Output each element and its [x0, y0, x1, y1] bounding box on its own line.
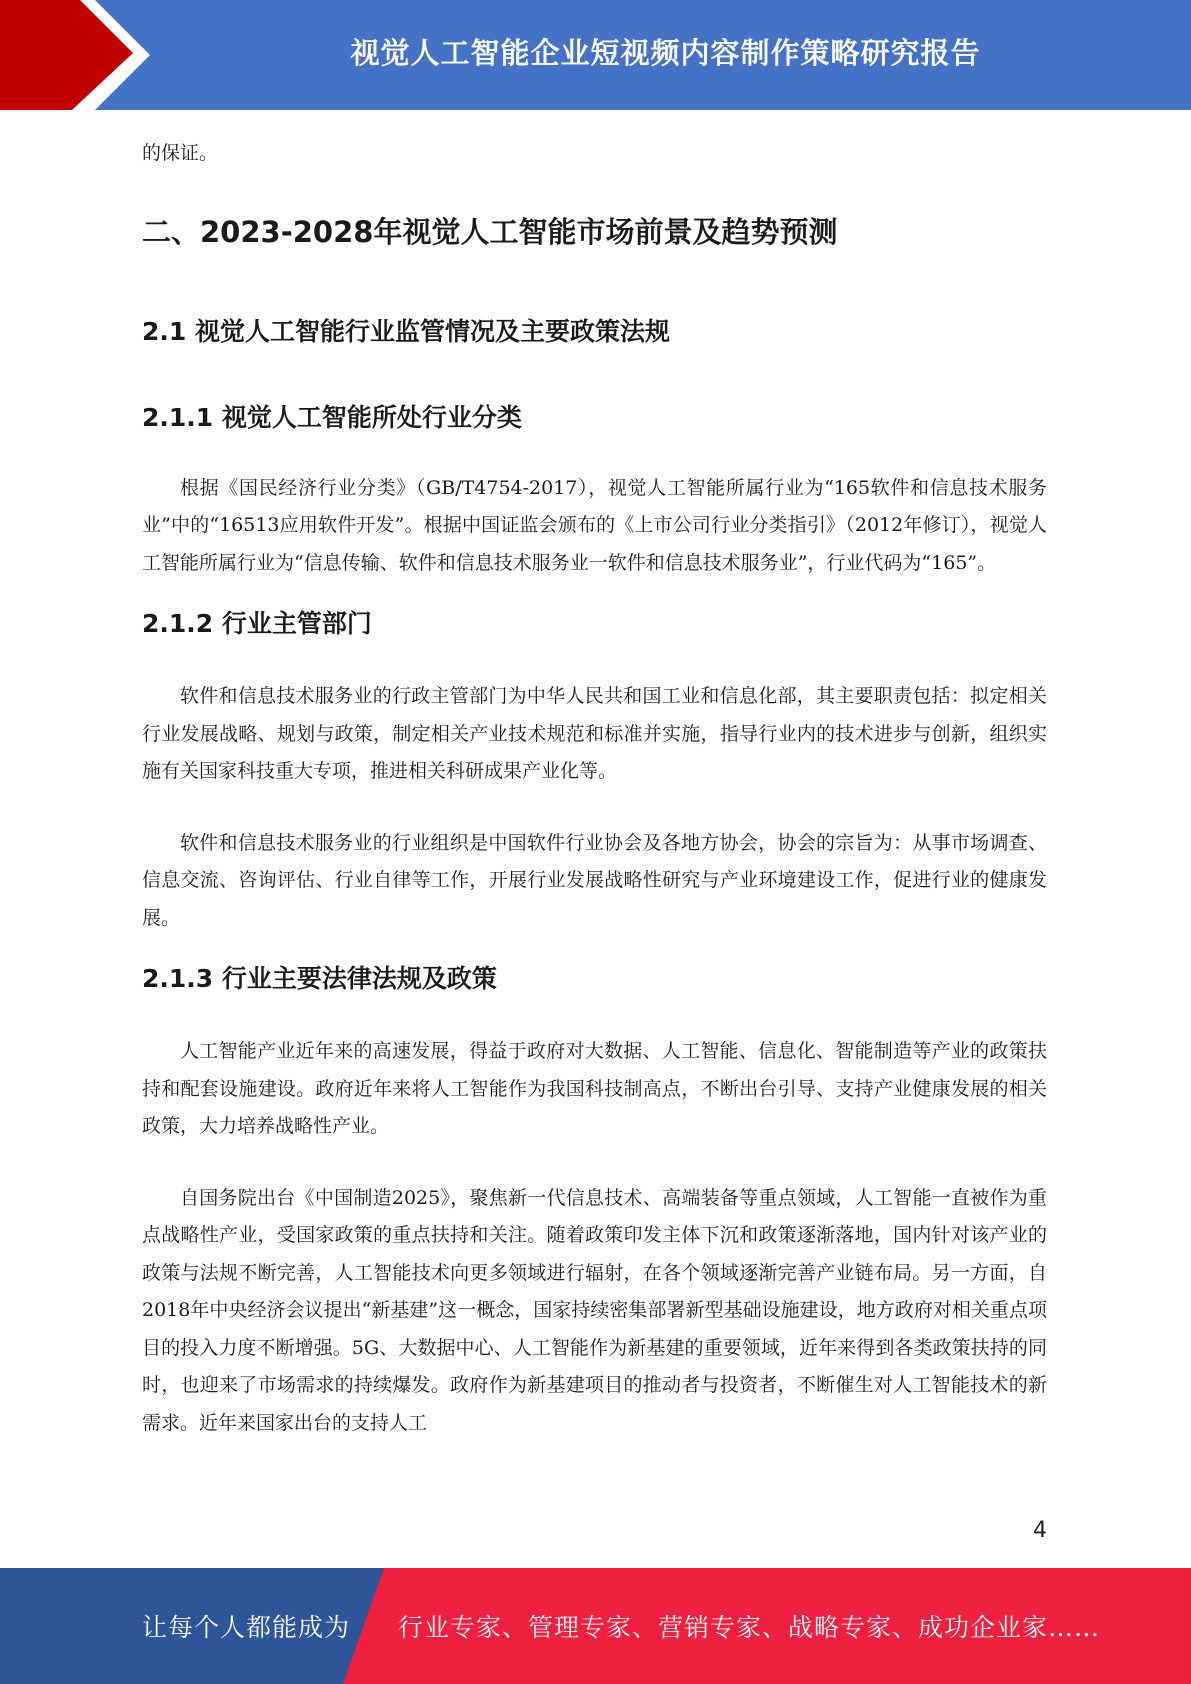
header-banner [0, 0, 1191, 110]
section-heading-2-1: 2.1 视觉人工智能行业监管情况及主要政策法规 [142, 316, 670, 346]
paragraph-made-in-china-2025: 自国务院出台《中国制造2025》，聚焦新一代信息技术、高端装备等重点领域，人工智能一直被作为重点战略性产业，受国家政策的重点扶持和关注。随着政策印发主体下沉和政策逐渐落地，国内针对该产业的政策与法规不断完善，人工智能技术向更多领域进行辐射，在各个领域逐渐完善产业链布局。另一方面，自2018年中央经济会议提出“新基建”这一概念，国家持续密集部署新型基础设施建设，地方政府对相关重点项目的投入力度不断增强。5G、大数据中心、人工智能作为新基建的重要领域，近年来得到各类政策扶持的同时，也迎来了市场需求的持续爆发。政府作为新基建项目的推动者与投资者，不断催生对人工智能技术的新需求。近年来国家出台的支持人工 [142, 1186, 1047, 1434]
page-number: 4 [1033, 1518, 1047, 1543]
paragraph-industry-association: 软件和信息技术服务业的行业组织是中国软件行业协会及各地方协会，协会的宗旨为：从事市场调查、信息交流、咨询评估、行业自律等工作，开展行业发展战略性研究与产业环境建设工作，促进行业的健康发展。 [142, 831, 1047, 929]
footer-slogan-left: 让每个人都能成为 [142, 1613, 351, 1642]
section-heading-2-1-2: 2.1.2 行业主管部门 [142, 609, 372, 638]
paragraph-competent-department: 软件和信息技术服务业的行政主管部门为中华人民共和国工业和信息化部，其主要职责包括：拟定相关行业发展战略、规划与政策，制定相关产业技术规范和标准并实施，指导行业内的技术进步与创新，组织实施有关国家科技重大专项，推进相关科研成果产业化等。 [142, 685, 1047, 782]
header-chevron-red [0, 0, 133, 110]
paragraph-industry-classification: 根据《国民经济行业分类》（GB/T4754-2017），视觉人工智能所属行业为“165软件和信息技术服务业”中的“16513应用软件开发”。根据中国证监会颁布的《上市公司行业分类指引》（2012年修订），视觉人工智能所属行业为“信息传输、软件和信息技术服务业一软件和信息技术服务业”，行业代码为“165”。 [142, 476, 1047, 574]
continuation-text: 的保证。 [142, 142, 219, 164]
header-chevron-graphic [0, 0, 160, 110]
footer-slogan-right: 行业专家、管理专家、营销专家、战略专家、成功企业家…… [398, 1613, 1101, 1642]
section-heading-2-1-3: 2.1.3 行业主要法律法规及政策 [142, 964, 497, 993]
section-heading-2-1-1: 2.1.1 视觉人工智能所处行业分类 [142, 402, 522, 432]
chapter-title: 二、2023-2028年视觉人工智能市场前景及趋势预测 [142, 214, 838, 249]
document-body [142, 135, 1047, 1442]
footer-banner [0, 1568, 1191, 1684]
paragraph-policy-support: 人工智能产业近年来的高速发展，得益于政府对大数据、人工智能、信息化、智能制造等产业的政策扶持和配套设施建设。政府近年来将人工智能作为我国科技制高点，不断出台引导、支持产业健康发展的相关政策，大力培养战略性产业。 [142, 1040, 1047, 1137]
report-title: 视觉人工智能企业短视频内容制作策略研究报告 [350, 35, 981, 70]
